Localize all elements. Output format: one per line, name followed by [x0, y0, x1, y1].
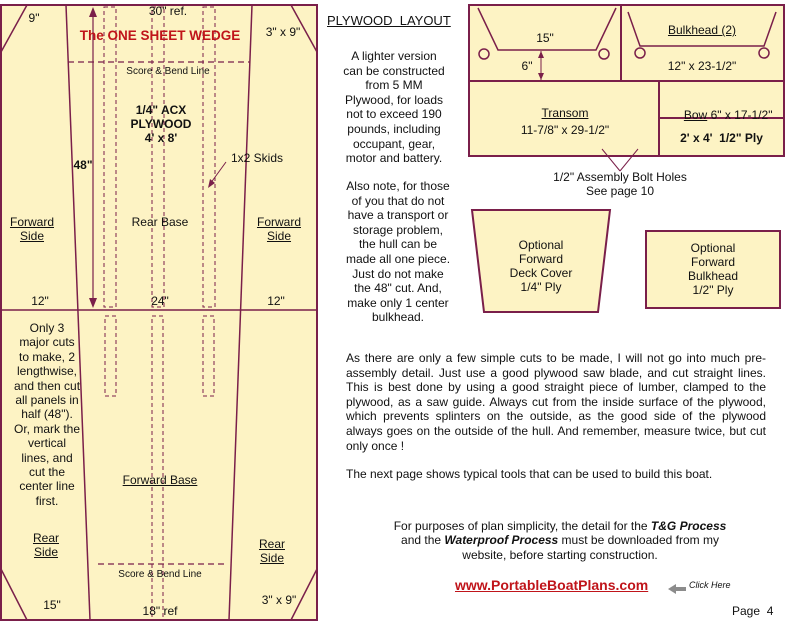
simplicity-text: For purposes of plan simplicity, the detail for the — [393, 519, 651, 533]
dim-top-left: 9" — [28, 11, 40, 25]
note-line: occupant, gear, — [352, 136, 436, 151]
fwd-bulkhead-label — [647, 241, 779, 297]
plywood-spec-label — [116, 103, 206, 145]
score-line-bottom-label: Score & Bend Line — [118, 569, 202, 580]
note-line: the 48" cut. And, — [354, 281, 442, 296]
note-line: storage problem, — [352, 222, 444, 237]
dim-top-center: 30" ref. — [148, 4, 188, 18]
fwd-bulkhead-piece — [645, 230, 781, 309]
skids-label: 1x2 Skids — [230, 151, 284, 165]
note-line: A lighter version — [351, 49, 437, 63]
bow-dims: 6" x 17-1/2" — [710, 108, 773, 122]
rear-side-right — [244, 537, 300, 565]
bow-piece — [660, 82, 783, 122]
label-line: Side — [266, 229, 292, 243]
note-line: pounds, including — [347, 121, 441, 136]
bulkhead-title: Bulkhead (2) — [667, 23, 737, 37]
note-line: half (48"). — [21, 407, 73, 422]
dim-bottom-center: 18" ref — [142, 604, 178, 618]
bulkhead-dims: 12" x 23-1/2" — [667, 59, 737, 73]
next-page-text: The next page shows typical tools that can be used to build this boat. — [346, 467, 713, 481]
label-line: Forward — [9, 215, 54, 229]
dim-top-right: 3" x 9" — [265, 25, 301, 39]
note-line: to make, 2 — [18, 349, 76, 364]
label-line: 1/2" Ply — [692, 283, 734, 297]
note-line: cut the — [28, 465, 66, 480]
note-line: lengthwise, — [16, 364, 78, 379]
sheet-drawing — [0, 4, 318, 621]
score-line-top-label: Score & Bend Line — [126, 66, 210, 77]
transom-title: Transom — [541, 106, 589, 120]
note-line: bulkhead. — [371, 310, 425, 325]
label-line: Bulkhead — [687, 269, 739, 283]
label-line: Optional — [690, 241, 736, 255]
label-line: Forward — [256, 215, 301, 229]
website-link[interactable]: www.PortableBoatPlans.com — [455, 577, 649, 593]
forward-base-label: Forward Base — [122, 473, 198, 487]
lighter-note — [326, 49, 462, 166]
note-line: Also note, for those — [346, 179, 450, 193]
note-line: the hull can be — [358, 237, 438, 252]
layout-heading: PLYWOOD LAYOUT — [327, 13, 451, 28]
seat-dim-width: 15" — [536, 31, 554, 45]
simplicity-line-2 — [360, 533, 760, 547]
plywood-spec-line: PLYWOOD — [130, 117, 192, 131]
seat-piece — [470, 6, 622, 82]
label-line: Forward — [518, 252, 563, 266]
note-line: can be constructed — [343, 63, 445, 78]
cutting-instructions: As there are only a few simple cuts to be made, I will not go into much pre-assembly detail. Just use a good plywood saw blade, and cut straight lines. This is best done by using a good straight piece of lumber, clamped to the plywood, as a saw guide. Always cut from the inside surface of the plywood, which prevents splinters on the outside, as the good side of the plywood always goes on the outside of the hull. And remember, measure twice, but cut only once ! — [346, 351, 766, 453]
dim-bottom-left: 15" — [43, 598, 61, 612]
dim-bottom-right: 3" x 9" — [261, 593, 297, 607]
note-line: vertical — [27, 436, 66, 451]
note-line: make only 1 center — [347, 295, 449, 310]
see-page-label: See page 10 — [585, 184, 655, 198]
plywood-spec-line: 1/4" ACX — [135, 103, 187, 117]
deck-cover-label — [470, 238, 612, 294]
cuts-note — [4, 321, 90, 508]
one-piece-note — [326, 179, 470, 325]
click-here-arrow-icon — [668, 581, 686, 591]
note-line: first. — [35, 493, 59, 508]
label-line: Deck Cover — [509, 266, 573, 280]
note-line: Only 3 — [29, 321, 65, 335]
note-line: not to exceed 190 — [346, 107, 442, 122]
ply-spec: 2' x 4' 1/2" Ply — [680, 131, 763, 145]
rear-side-left — [18, 531, 74, 559]
note-line: of you that do not — [351, 193, 445, 208]
dim-mid-right: 12" — [267, 294, 285, 308]
label-line: Rear — [258, 537, 285, 551]
waterproof-process-text: Waterproof Process — [444, 533, 559, 548]
rear-base-label: Rear Base — [131, 215, 189, 229]
note-line: lines, and — [21, 450, 73, 465]
label-line: Rear — [32, 531, 59, 545]
page-number: Page 4 — [732, 604, 774, 618]
dim-mid-left: 12" — [31, 294, 49, 308]
bolt-holes-note — [540, 170, 700, 198]
simplicity-line-3: website, before starting construction. — [462, 547, 658, 562]
plywood-spec-line: 4' x 8' — [144, 131, 178, 145]
simplicity-text: must be downloaded from my — [558, 533, 719, 548]
note-line: from 5 MM — [365, 78, 423, 93]
bow-title: Bow — [683, 108, 708, 122]
note-line: and then cut — [13, 378, 81, 393]
dim-48: 48" — [73, 158, 93, 172]
click-here-label[interactable]: Click Here — [689, 580, 731, 590]
note-line: have a transport or — [347, 208, 449, 223]
bolt-holes-label: 1/2" Assembly Bolt Holes — [553, 170, 687, 184]
note-line: all panels in — [15, 393, 79, 408]
deck-cover-piece — [470, 208, 612, 315]
label-line: Forward — [690, 255, 735, 269]
plywood-sheet — [0, 4, 318, 621]
note-line: major cuts — [19, 335, 75, 350]
transom-dims: 11-7/8" x 29-1/2" — [520, 123, 610, 137]
simplicity-line-1 — [360, 519, 760, 533]
note-line: made all one piece. — [345, 251, 451, 266]
label-line: Optional — [518, 238, 564, 252]
simplicity-text: and the — [401, 533, 445, 548]
forward-side-left — [4, 215, 60, 243]
label-line: Side — [19, 229, 45, 243]
label-line: Side — [33, 545, 59, 559]
bulkhead-piece — [622, 6, 783, 82]
note-line: center line — [19, 479, 75, 494]
forward-side-right — [251, 215, 307, 243]
sheet-title: The ONE SHEET WEDGE — [79, 28, 241, 43]
tg-process-text: T&G Process — [650, 519, 727, 533]
note-line: Or, mark the — [13, 421, 81, 436]
label-line: 1/4" Ply — [520, 280, 562, 294]
seat-dim-height: 6" — [521, 59, 533, 73]
dim-mid-center: 24" — [151, 294, 169, 308]
label-line: Side — [259, 551, 285, 565]
note-line: motor and battery. — [345, 151, 443, 166]
simplicity-note — [360, 519, 760, 562]
note-line: Just do not make — [352, 266, 444, 281]
note-line: Plywood, for loads — [344, 92, 444, 107]
